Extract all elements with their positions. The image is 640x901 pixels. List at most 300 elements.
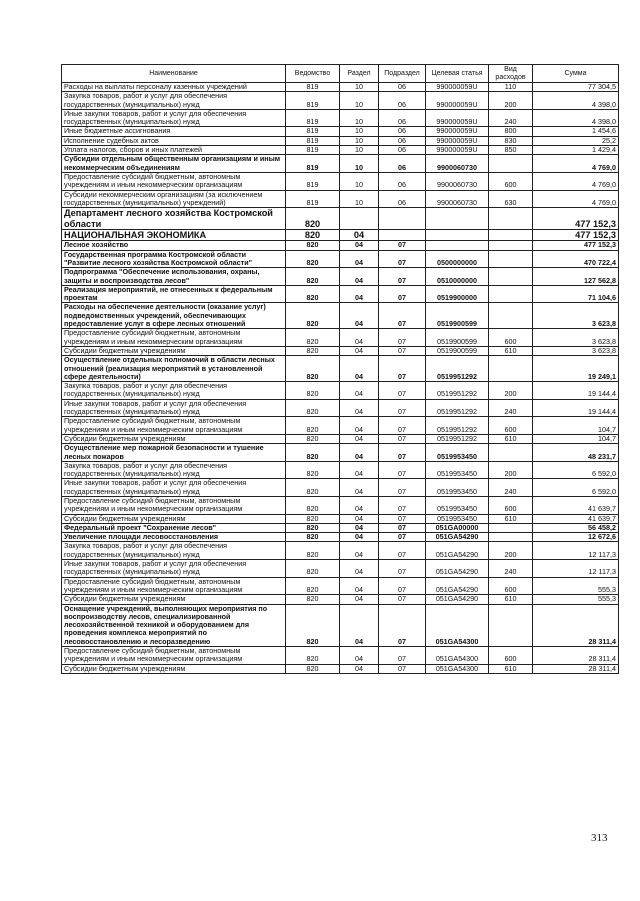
cell-section: 10 [340, 172, 379, 190]
cell-subsection: 07 [379, 461, 426, 479]
cell-amount: 127 562,8 [533, 268, 619, 286]
cell-subsection: 06 [379, 109, 426, 127]
cell-name: Осуществление отдельных полномочий в области лесных отношений (реализация мероприятий в установленной сфере деятельности) [62, 356, 286, 382]
cell-target-article: 9900060730 [426, 190, 489, 208]
cell-section: 04 [340, 241, 379, 250]
cell-subsection: 07 [379, 444, 426, 462]
cell-name: Предоставление субсидий бюджетным, автономным учреждениям и иным некоммерческим организациям [62, 172, 286, 190]
cell-section: 04 [340, 250, 379, 268]
cell-name: Иные закупки товаров, работ и услуг для обеспечения государственных (муниципальных) нужд [62, 109, 286, 127]
cell-department: 820 [286, 560, 340, 578]
cell-amount: 56 458,2 [533, 523, 619, 532]
cell-subsection: 06 [379, 172, 426, 190]
cell-section: 04 [340, 577, 379, 595]
header-amount: Сумма [533, 65, 619, 83]
header-department: Ведомство [286, 65, 340, 83]
cell-subsection: 07 [379, 417, 426, 435]
cell-amount: 12 117,3 [533, 560, 619, 578]
cell-amount: 104,7 [533, 434, 619, 443]
cell-section: 04 [340, 417, 379, 435]
cell-department: 820 [286, 542, 340, 560]
cell-target-article: 0519900599 [426, 329, 489, 347]
cell-department: 820 [286, 577, 340, 595]
table-row [62, 172, 619, 190]
cell-expense-type [489, 250, 533, 268]
cell-department: 819 [286, 190, 340, 208]
table-row [62, 479, 619, 497]
cell-amount: 19 249,1 [533, 356, 619, 382]
table-row [62, 241, 619, 250]
cell-amount: 71 104,6 [533, 285, 619, 303]
cell-amount: 19 144,4 [533, 382, 619, 400]
cell-expense-type: 600 [489, 329, 533, 347]
cell-target-article: 051GA54290 [426, 595, 489, 604]
cell-department: 820 [286, 604, 340, 646]
table-row [62, 461, 619, 479]
cell-department: 820 [286, 514, 340, 523]
cell-name: Субсидии бюджетным учреждениям [62, 595, 286, 604]
cell-subsection: 07 [379, 647, 426, 665]
cell-name: Иные закупки товаров, работ и услуг для обеспечения государственных (муниципальных) нужд [62, 399, 286, 417]
table-row [62, 496, 619, 514]
cell-amount: 41 639,7 [533, 514, 619, 523]
cell-subsection: 07 [379, 241, 426, 250]
cell-amount: 1 454,6 [533, 127, 619, 136]
cell-expense-type: 200 [489, 382, 533, 400]
cell-name: Уплата налогов, сборов и иных платежей [62, 146, 286, 155]
cell-expense-type: 610 [489, 514, 533, 523]
cell-section: 04 [340, 533, 379, 542]
cell-name: Субсидии отдельным общественным организациям и иным некоммерческим объединениям [62, 155, 286, 173]
cell-amount: 28 311,4 [533, 664, 619, 673]
cell-section: 04 [340, 303, 379, 329]
cell-name: Субсидии бюджетным учреждениям [62, 434, 286, 443]
cell-subsection: 06 [379, 92, 426, 110]
cell-amount: 555,3 [533, 595, 619, 604]
cell-name: Закупка товаров, работ и услуг для обеспечения государственных (муниципальных) нужд [62, 382, 286, 400]
cell-department: 820 [286, 417, 340, 435]
cell-expense-type: 200 [489, 542, 533, 560]
cell-target-article: 0519951292 [426, 434, 489, 443]
cell-expense-type: 850 [489, 146, 533, 155]
cell-section: 04 [340, 356, 379, 382]
cell-section: 04 [340, 268, 379, 286]
cell-expense-type [489, 229, 533, 240]
cell-expense-type: 240 [489, 560, 533, 578]
cell-subsection: 07 [379, 399, 426, 417]
cell-name: Исполнение судебных актов [62, 136, 286, 145]
cell-amount: 25,2 [533, 136, 619, 145]
cell-amount: 470 722,4 [533, 250, 619, 268]
cell-target-article: 0519900599 [426, 346, 489, 355]
cell-expense-type: 240 [489, 479, 533, 497]
cell-subsection: 07 [379, 303, 426, 329]
cell-expense-type [489, 444, 533, 462]
cell-subsection: 06 [379, 190, 426, 208]
cell-expense-type: 610 [489, 434, 533, 443]
cell-department: 820 [286, 285, 340, 303]
cell-amount: 4 398,0 [533, 92, 619, 110]
cell-department: 820 [286, 399, 340, 417]
cell-section: 04 [340, 496, 379, 514]
cell-department: 820 [286, 533, 340, 542]
cell-subsection: 06 [379, 83, 426, 92]
cell-name: Предоставление субсидий бюджетным, автономным учреждениям и иным некоммерческим организациям [62, 417, 286, 435]
cell-expense-type: 610 [489, 595, 533, 604]
cell-section: 04 [340, 479, 379, 497]
cell-section: 04 [340, 514, 379, 523]
cell-target-article: 051GA54290 [426, 533, 489, 542]
cell-name: Закупка товаров, работ и услуг для обеспечения государственных (муниципальных) нужд [62, 92, 286, 110]
cell-name: Предоставление субсидий бюджетным, автономным учреждениям и иным некоммерческим организациям [62, 496, 286, 514]
cell-section: 04 [340, 604, 379, 646]
cell-name: Департамент лесного хозяйства Костромской области [62, 208, 286, 230]
cell-section: 04 [340, 399, 379, 417]
cell-target-article: 051GA54300 [426, 604, 489, 646]
header-section: Раздел [340, 65, 379, 83]
cell-amount: 77 304,5 [533, 83, 619, 92]
table-row [62, 560, 619, 578]
cell-name: Реализация мероприятий, не отнесенных к федеральным проектам [62, 285, 286, 303]
cell-target-article: 051GA54290 [426, 542, 489, 560]
cell-department: 820 [286, 496, 340, 514]
cell-amount: 477 152,3 [533, 208, 619, 230]
cell-amount: 3 623,8 [533, 303, 619, 329]
cell-department: 820 [286, 523, 340, 532]
cell-section: 10 [340, 127, 379, 136]
cell-target-article: 0519953450 [426, 444, 489, 462]
table-row [62, 647, 619, 665]
cell-amount: 12 117,3 [533, 542, 619, 560]
cell-expense-type [489, 303, 533, 329]
cell-name: Лесное хозяйство [62, 241, 286, 250]
table-row [62, 523, 619, 532]
table-row [62, 514, 619, 523]
cell-expense-type: 200 [489, 461, 533, 479]
cell-section: 04 [340, 382, 379, 400]
cell-amount: 104,7 [533, 417, 619, 435]
cell-amount: 41 639,7 [533, 496, 619, 514]
cell-amount: 3 623,8 [533, 329, 619, 347]
cell-expense-type [489, 208, 533, 230]
cell-target-article [426, 229, 489, 240]
cell-subsection: 07 [379, 577, 426, 595]
table-row [62, 542, 619, 560]
cell-section: 10 [340, 136, 379, 145]
cell-expense-type: 240 [489, 109, 533, 127]
cell-section: 10 [340, 109, 379, 127]
cell-department: 820 [286, 479, 340, 497]
cell-section: 04 [340, 523, 379, 532]
table-row [62, 356, 619, 382]
cell-department: 819 [286, 109, 340, 127]
cell-target-article [426, 241, 489, 250]
table-row [62, 434, 619, 443]
table-row [62, 577, 619, 595]
cell-target-article: 0519953450 [426, 496, 489, 514]
cell-expense-type: 600 [489, 172, 533, 190]
cell-department: 820 [286, 595, 340, 604]
cell-subsection: 07 [379, 542, 426, 560]
cell-name: Федеральный проект "Сохранение лесов" [62, 523, 286, 532]
cell-department: 820 [286, 664, 340, 673]
cell-section: 04 [340, 595, 379, 604]
table-row [62, 190, 619, 208]
cell-expense-type: 610 [489, 664, 533, 673]
cell-amount: 28 311,4 [533, 604, 619, 646]
cell-section: 04 [340, 647, 379, 665]
table-row [62, 399, 619, 417]
table-row [62, 604, 619, 646]
cell-department: 820 [286, 346, 340, 355]
cell-amount: 19 144,4 [533, 399, 619, 417]
cell-amount: 3 623,8 [533, 346, 619, 355]
cell-subsection: 07 [379, 595, 426, 604]
cell-subsection: 07 [379, 514, 426, 523]
cell-department: 820 [286, 250, 340, 268]
cell-subsection: 07 [379, 496, 426, 514]
cell-subsection: 06 [379, 136, 426, 145]
cell-name: Субсидии бюджетным учреждениям [62, 514, 286, 523]
header-name: Наименование [62, 65, 286, 83]
cell-department: 820 [286, 241, 340, 250]
cell-subsection: 07 [379, 250, 426, 268]
cell-expense-type: 600 [489, 417, 533, 435]
cell-amount: 477 152,3 [533, 241, 619, 250]
cell-target-article: 0500000000 [426, 250, 489, 268]
cell-section: 04 [340, 664, 379, 673]
table-row [62, 127, 619, 136]
cell-name: Иные закупки товаров, работ и услуг для обеспечения государственных (муниципальных) нужд [62, 479, 286, 497]
cell-section: 04 [340, 285, 379, 303]
cell-department: 820 [286, 208, 340, 230]
cell-name: Предоставление субсидий бюджетным, автономным учреждениям и иным некоммерческим организациям [62, 647, 286, 665]
cell-amount: 555,3 [533, 577, 619, 595]
page-number: 313 [591, 832, 608, 844]
cell-subsection: 07 [379, 285, 426, 303]
cell-department: 819 [286, 83, 340, 92]
table-row [62, 136, 619, 145]
cell-amount: 1 429,4 [533, 146, 619, 155]
cell-expense-type [489, 268, 533, 286]
cell-target-article: 990000059U [426, 109, 489, 127]
cell-amount: 6 592,0 [533, 479, 619, 497]
cell-name: Предоставление субсидий бюджетным, автономным учреждениям и иным некоммерческим организациям [62, 577, 286, 595]
cell-name: Государственная программа Костромской области "Развитие лесного хозяйства Костромской области" [62, 250, 286, 268]
cell-section: 04 [340, 461, 379, 479]
cell-section: 04 [340, 229, 379, 240]
cell-section: 10 [340, 190, 379, 208]
cell-subsection: 07 [379, 523, 426, 532]
cell-name: Осуществление мер пожарной безопасности и тушение лесных пожаров [62, 444, 286, 462]
cell-name: Расходы на обеспечение деятельности (оказание услуг) подведомственных учреждений, обеспечивающих предоставление услуг в сфере лесных отношений [62, 303, 286, 329]
cell-department: 819 [286, 172, 340, 190]
table-row [62, 285, 619, 303]
cell-department: 819 [286, 155, 340, 173]
table-row [62, 533, 619, 542]
cell-department: 819 [286, 92, 340, 110]
cell-section: 10 [340, 83, 379, 92]
cell-name: Оснащение учреждений, выполняющих мероприятия по воспроизводству лесов, специализированной лесохозяйственной техникой и оборудованием для проведения комплекса мероприятий по лесовосстановлению и лесоразведению [62, 604, 286, 646]
cell-target-article: 0519900599 [426, 303, 489, 329]
cell-section: 04 [340, 434, 379, 443]
cell-subsection: 07 [379, 346, 426, 355]
table-row [62, 417, 619, 435]
table-row [62, 146, 619, 155]
cell-expense-type [489, 523, 533, 532]
cell-department: 820 [286, 461, 340, 479]
cell-name: Субсидии некоммерческим организациям (за исключением государственных (муниципальных) учреждений) [62, 190, 286, 208]
cell-subsection: 07 [379, 382, 426, 400]
cell-department: 820 [286, 382, 340, 400]
cell-target-article: 990000059U [426, 92, 489, 110]
table-row [62, 329, 619, 347]
cell-expense-type: 110 [489, 83, 533, 92]
cell-department: 820 [286, 444, 340, 462]
cell-subsection: 06 [379, 127, 426, 136]
cell-department: 819 [286, 136, 340, 145]
cell-expense-type: 600 [489, 496, 533, 514]
header-target-article: Целевая статья [426, 65, 489, 83]
cell-subsection: 07 [379, 434, 426, 443]
cell-target-article: 051GA54300 [426, 647, 489, 665]
cell-department: 820 [286, 268, 340, 286]
cell-target-article: 0519953450 [426, 479, 489, 497]
cell-target-article: 051GA54290 [426, 560, 489, 578]
cell-target-article: 0519953450 [426, 514, 489, 523]
cell-department: 820 [286, 303, 340, 329]
cell-name: НАЦИОНАЛЬНАЯ ЭКОНОМИКА [62, 229, 286, 240]
table-row [62, 595, 619, 604]
cell-target-article: 0519951292 [426, 382, 489, 400]
cell-expense-type: 630 [489, 190, 533, 208]
cell-expense-type: 600 [489, 647, 533, 665]
cell-target-article: 0510000000 [426, 268, 489, 286]
cell-section: 04 [340, 444, 379, 462]
cell-department: 820 [286, 229, 340, 240]
cell-section: 04 [340, 346, 379, 355]
cell-target-article: 0519953450 [426, 461, 489, 479]
table-body [62, 83, 619, 674]
cell-target-article: 051GA54290 [426, 577, 489, 595]
cell-name: Субсидии бюджетным учреждениям [62, 664, 286, 673]
cell-name: Иные бюджетные ассигнования [62, 127, 286, 136]
cell-department: 820 [286, 356, 340, 382]
header-subsection: Подраздел [379, 65, 426, 83]
cell-subsection: 07 [379, 533, 426, 542]
table-row [62, 444, 619, 462]
table-row [62, 303, 619, 329]
cell-target-article: 990000059U [426, 83, 489, 92]
cell-target-article: 0519951292 [426, 356, 489, 382]
cell-section: 10 [340, 155, 379, 173]
cell-name: Подпрограмма "Обеспечение использования, охраны, защиты и воспроизводства лесов" [62, 268, 286, 286]
cell-expense-type: 240 [489, 399, 533, 417]
cell-expense-type: 800 [489, 127, 533, 136]
budget-table [61, 64, 619, 674]
header-expense-type: Вид расходов [489, 65, 533, 83]
table-row [62, 382, 619, 400]
cell-expense-type [489, 356, 533, 382]
cell-name: Субсидии бюджетным учреждениям [62, 346, 286, 355]
cell-expense-type [489, 241, 533, 250]
cell-target-article: 990000059U [426, 136, 489, 145]
cell-target-article: 051GA54300 [426, 664, 489, 673]
table-row [62, 250, 619, 268]
cell-amount: 4 398,0 [533, 109, 619, 127]
cell-name: Иные закупки товаров, работ и услуг для обеспечения государственных (муниципальных) нужд [62, 560, 286, 578]
cell-expense-type [489, 604, 533, 646]
cell-section: 10 [340, 146, 379, 155]
cell-section: 10 [340, 92, 379, 110]
table-row [62, 109, 619, 127]
cell-target-article: 990000059U [426, 146, 489, 155]
cell-subsection: 07 [379, 329, 426, 347]
cell-amount: 4 769,0 [533, 172, 619, 190]
table-row [62, 664, 619, 673]
cell-section: 04 [340, 560, 379, 578]
table-header-row [62, 65, 619, 83]
cell-expense-type: 200 [489, 92, 533, 110]
cell-amount: 48 231,7 [533, 444, 619, 462]
cell-expense-type: 600 [489, 577, 533, 595]
cell-target-article: 0519951292 [426, 399, 489, 417]
cell-subsection [379, 229, 426, 240]
cell-subsection: 07 [379, 356, 426, 382]
cell-amount: 12 672,6 [533, 533, 619, 542]
cell-department: 820 [286, 647, 340, 665]
cell-subsection: 07 [379, 604, 426, 646]
cell-section: 04 [340, 329, 379, 347]
cell-name: Предоставление субсидий бюджетным, автономным учреждениям и иным некоммерческим организациям [62, 329, 286, 347]
table-row [62, 92, 619, 110]
cell-name: Закупка товаров, работ и услуг для обеспечения государственных (муниципальных) нужд [62, 461, 286, 479]
cell-target-article [426, 208, 489, 230]
cell-department: 819 [286, 146, 340, 155]
cell-target-article: 9900060730 [426, 155, 489, 173]
table-row [62, 208, 619, 230]
cell-target-article: 0519951292 [426, 417, 489, 435]
cell-subsection: 06 [379, 146, 426, 155]
cell-expense-type [489, 285, 533, 303]
cell-subsection: 06 [379, 155, 426, 173]
cell-section: 04 [340, 542, 379, 560]
cell-name: Закупка товаров, работ и услуг для обеспечения государственных (муниципальных) нужд [62, 542, 286, 560]
cell-target-article: 990000059U [426, 127, 489, 136]
cell-expense-type [489, 533, 533, 542]
cell-target-article: 051GA00000 [426, 523, 489, 532]
cell-amount: 4 769,0 [533, 190, 619, 208]
table-row [62, 83, 619, 92]
cell-amount: 28 311,4 [533, 647, 619, 665]
cell-section [340, 208, 379, 230]
table-row [62, 155, 619, 173]
cell-subsection: 07 [379, 479, 426, 497]
cell-name: Увеличение площади лесовосстановления [62, 533, 286, 542]
cell-expense-type: 830 [489, 136, 533, 145]
cell-department: 820 [286, 329, 340, 347]
table-row [62, 268, 619, 286]
cell-target-article: 9900060730 [426, 172, 489, 190]
table-row [62, 346, 619, 355]
cell-expense-type [489, 155, 533, 173]
cell-subsection: 07 [379, 560, 426, 578]
cell-amount: 477 152,3 [533, 229, 619, 240]
cell-department: 820 [286, 434, 340, 443]
cell-target-article: 0519900000 [426, 285, 489, 303]
cell-subsection: 07 [379, 268, 426, 286]
cell-expense-type: 610 [489, 346, 533, 355]
